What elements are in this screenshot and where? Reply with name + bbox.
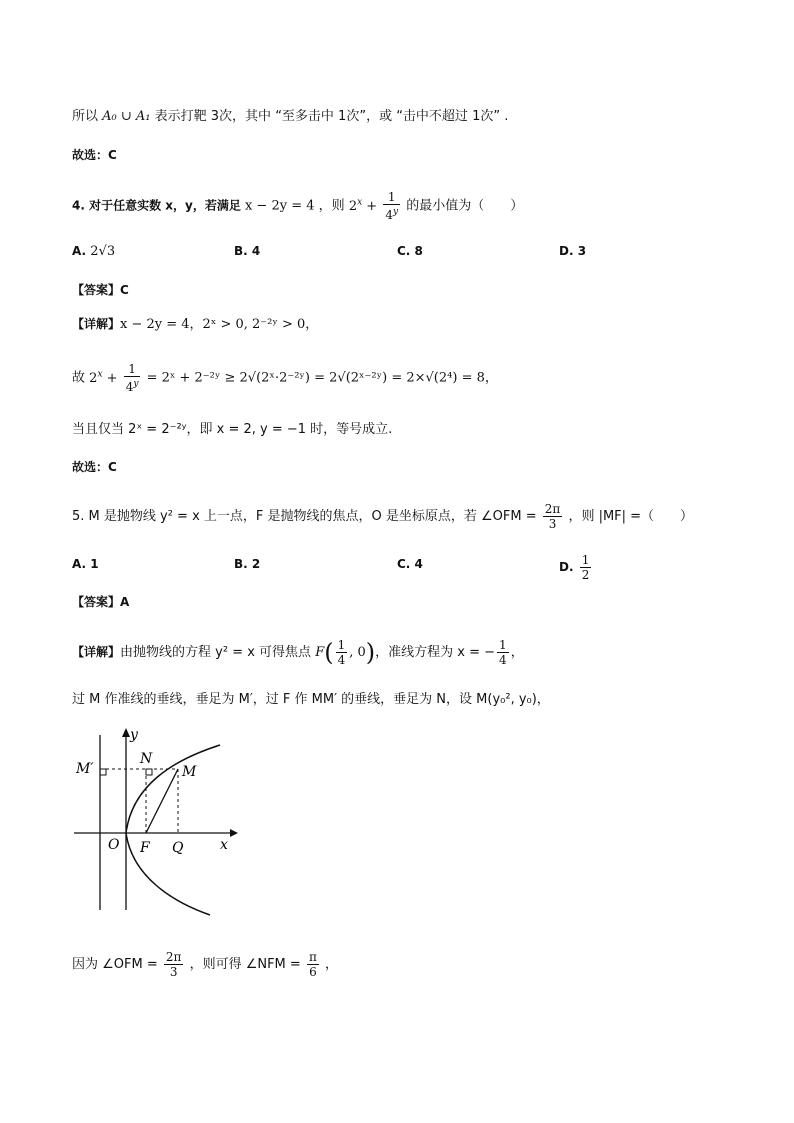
q4-condition: x − 2y = 4: [244, 198, 315, 214]
right-angle-mprime: [100, 769, 106, 775]
q5-answer: 【答案】A: [72, 595, 130, 609]
q5-detail-3: 因为 ∠OFM = $\frac{2\pi}{3}$ ，则可得 ∠NFM = $\frac{\pi}{6}$ ，: [72, 950, 338, 979]
x-axis-arrow: [230, 829, 238, 837]
q5-label: 5. M 是抛物线 y² = x 上一点，F 是抛物线的焦点，O 是坐标原点，若 ∠OFM =: [72, 509, 537, 524]
top-line-suffix: 表示打靶 3次，其中 “至多击中 1次”，或 “击中不超过 1次” .: [154, 109, 509, 124]
y-axis-arrow: [122, 728, 130, 737]
q5-option-c: C. 4: [397, 557, 423, 571]
fm-segment: [146, 769, 178, 833]
solution-3: 故选：C: [72, 148, 117, 162]
union-expression: A₀ ∪ A₁: [102, 109, 151, 124]
label-o: O: [108, 837, 120, 853]
q4-detail-1: 【详解】x − 2y = 4，2ˣ > 0, 2⁻²ʸ > 0，: [72, 317, 319, 332]
q4-option-b: B. 4: [234, 244, 261, 258]
q4-answer: 【答案】C: [72, 283, 129, 297]
label-m: M: [182, 764, 197, 780]
top-line-prefix: 所以: [72, 109, 99, 124]
q5-option-d: D. $\frac{1}{2}$: [559, 553, 590, 582]
q5-option-a: A. 1: [72, 557, 99, 571]
q5-tail: ，则 |MF| =（ ）: [568, 509, 694, 524]
parabola-figure: [70, 725, 240, 920]
label-f: F: [140, 840, 150, 856]
q4-tail: 的最小值为（ ）: [406, 198, 524, 214]
q4-solution: 故选：C: [72, 460, 117, 474]
label-m-prime: M′: [76, 761, 94, 777]
q4-mid: ，则: [318, 198, 345, 214]
q4-detail-2: 故 $2^x$ + $\frac{1}{4^y}$ = 2ˣ + 2⁻²ʸ ≥ 2√(2ˣ·2⁻²ʸ) = 2√(2ˣ⁻²ʸ) = 2×√(2⁴) = 8，: [72, 362, 498, 394]
q5-detail-1: 【详解】由抛物线的方程 y² = x 可得焦点 F( $\frac{1}{4}$ , 0)，准线方程为 x = − $\frac{1}{4}$ ，: [72, 638, 524, 667]
q4-label: 4. 对于任意实数 x，y，若满足: [72, 198, 241, 213]
q4-option-c: C. 8: [397, 244, 423, 258]
question-5: 5. M 是抛物线 y² = x 上一点，F 是抛物线的焦点，O 是坐标原点，若 ∠OFM = $\frac{2\pi}{3}$ ，则 |MF| =（ ）: [72, 502, 694, 531]
parabola-curve: [126, 745, 220, 915]
top-line: [72, 107, 508, 127]
q5-option-b: B. 2: [234, 557, 261, 571]
right-angle-n: [146, 769, 152, 775]
label-n: N: [140, 751, 153, 767]
label-q: Q: [172, 840, 184, 856]
q4-detail-3: 当且仅当 2ˣ = 2⁻²ʸ，即 x = 2, y = −1 时，等号成立.: [72, 422, 393, 437]
question-4: 4. 对于任意实数 x，y，若满足 x − 2y = 4 ，则 $2^x$ + $\frac{1}{4^y}$ 的最小值为（ ）: [72, 190, 524, 222]
label-x: x: [220, 837, 228, 853]
q4-option-d: D. 3: [559, 244, 587, 258]
q5-detail-2: 过 M 作准线的垂线，垂足为 M′，过 F 作 MM′ 的垂线，垂足为 N，设 M(y₀², y₀)，: [72, 692, 550, 707]
label-y: y: [130, 727, 138, 743]
q4-option-a: A. 2√3: [72, 244, 116, 259]
